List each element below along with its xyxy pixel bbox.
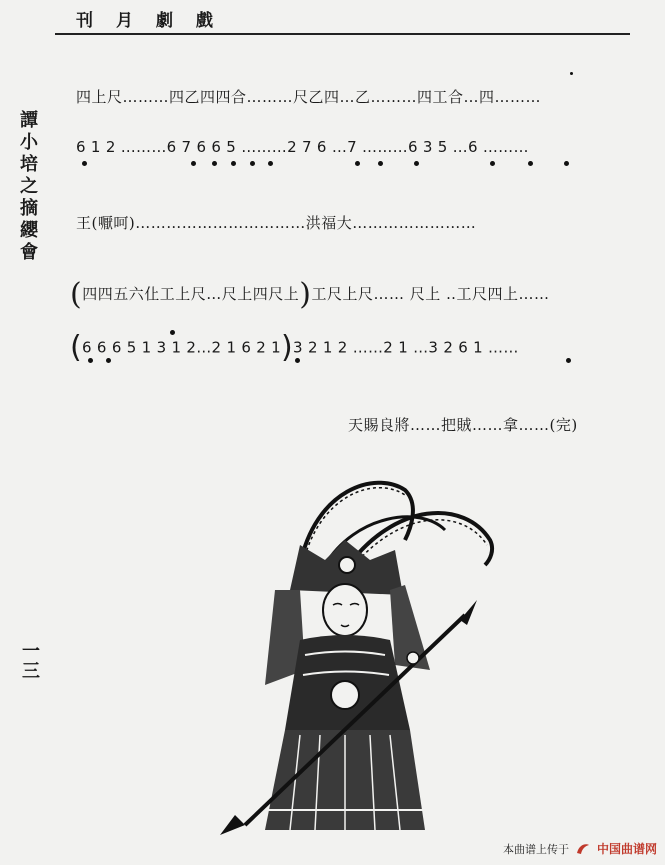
side-title: 譚小培之摘纓會 xyxy=(20,110,38,263)
gongche-bracketed: 四四五六仩工上尺…尺上四尺上 xyxy=(82,285,300,303)
jianpu-rest: 3 2 1 2 ……2 1 …3 2 6 1 …… xyxy=(293,338,519,357)
opera-figure-illustration xyxy=(205,470,505,850)
low-octave-dot xyxy=(295,358,300,363)
low-octave-dot xyxy=(414,161,419,166)
low-octave-dot xyxy=(355,161,360,166)
jianpu-bracketed: 6 6 6 5 1 3 1 2…2 1 6 2 1 xyxy=(82,338,282,357)
low-octave-dot xyxy=(528,161,533,166)
ink-mark xyxy=(570,72,573,75)
credit-text: 本曲谱上传于 xyxy=(502,842,569,856)
open-paren: ( xyxy=(70,330,83,365)
low-octave-dot xyxy=(378,161,383,166)
close-paren: ) xyxy=(281,330,294,365)
gongche-line-1: 四上尺………四乙四四合………尺乙四…乙………四工合…四……… xyxy=(76,88,542,106)
low-octave-dot xyxy=(564,161,569,166)
upload-credit xyxy=(503,840,657,857)
header-char-4: 戲 xyxy=(196,11,214,31)
header-char-1: 刊 xyxy=(76,11,94,31)
high-octave-dot xyxy=(170,330,175,335)
open-paren: ( xyxy=(70,277,83,312)
low-octave-dot xyxy=(231,161,236,166)
low-octave-dot xyxy=(268,161,273,166)
header-char-2: 月 xyxy=(116,11,134,31)
site-logo-icon xyxy=(575,841,591,857)
jianpu-line-1: 6 1 2 ………6 7 6 6 5 ………2 7 6 …7 ………6 3 5 …6 ……… xyxy=(76,138,529,156)
site-name[interactable]: 中国曲谱网 xyxy=(596,842,657,856)
low-octave-dot xyxy=(82,161,87,166)
low-octave-dot xyxy=(250,161,255,166)
gongche-line-2 xyxy=(70,277,550,312)
page-header xyxy=(76,6,236,31)
low-octave-dot xyxy=(212,161,217,166)
page-number: 一三 xyxy=(22,641,40,682)
low-octave-dot xyxy=(566,358,571,363)
low-octave-dot xyxy=(191,161,196,166)
header-char-3: 劇 xyxy=(156,11,174,31)
gongche-rest: 工尺上尺…… 尺上 ‥工尺四上…… xyxy=(311,285,550,303)
lyric-line-1: 王(嚈呵)……………………………洪福大…………………… xyxy=(76,214,477,232)
low-octave-dot xyxy=(490,161,495,166)
low-octave-dot xyxy=(88,358,93,363)
close-paren: ) xyxy=(299,277,312,312)
lyric-line-2: 天賜良將……把賊……拿……(完) xyxy=(348,416,578,434)
low-octave-dot xyxy=(106,358,111,363)
header-rule xyxy=(55,33,630,35)
